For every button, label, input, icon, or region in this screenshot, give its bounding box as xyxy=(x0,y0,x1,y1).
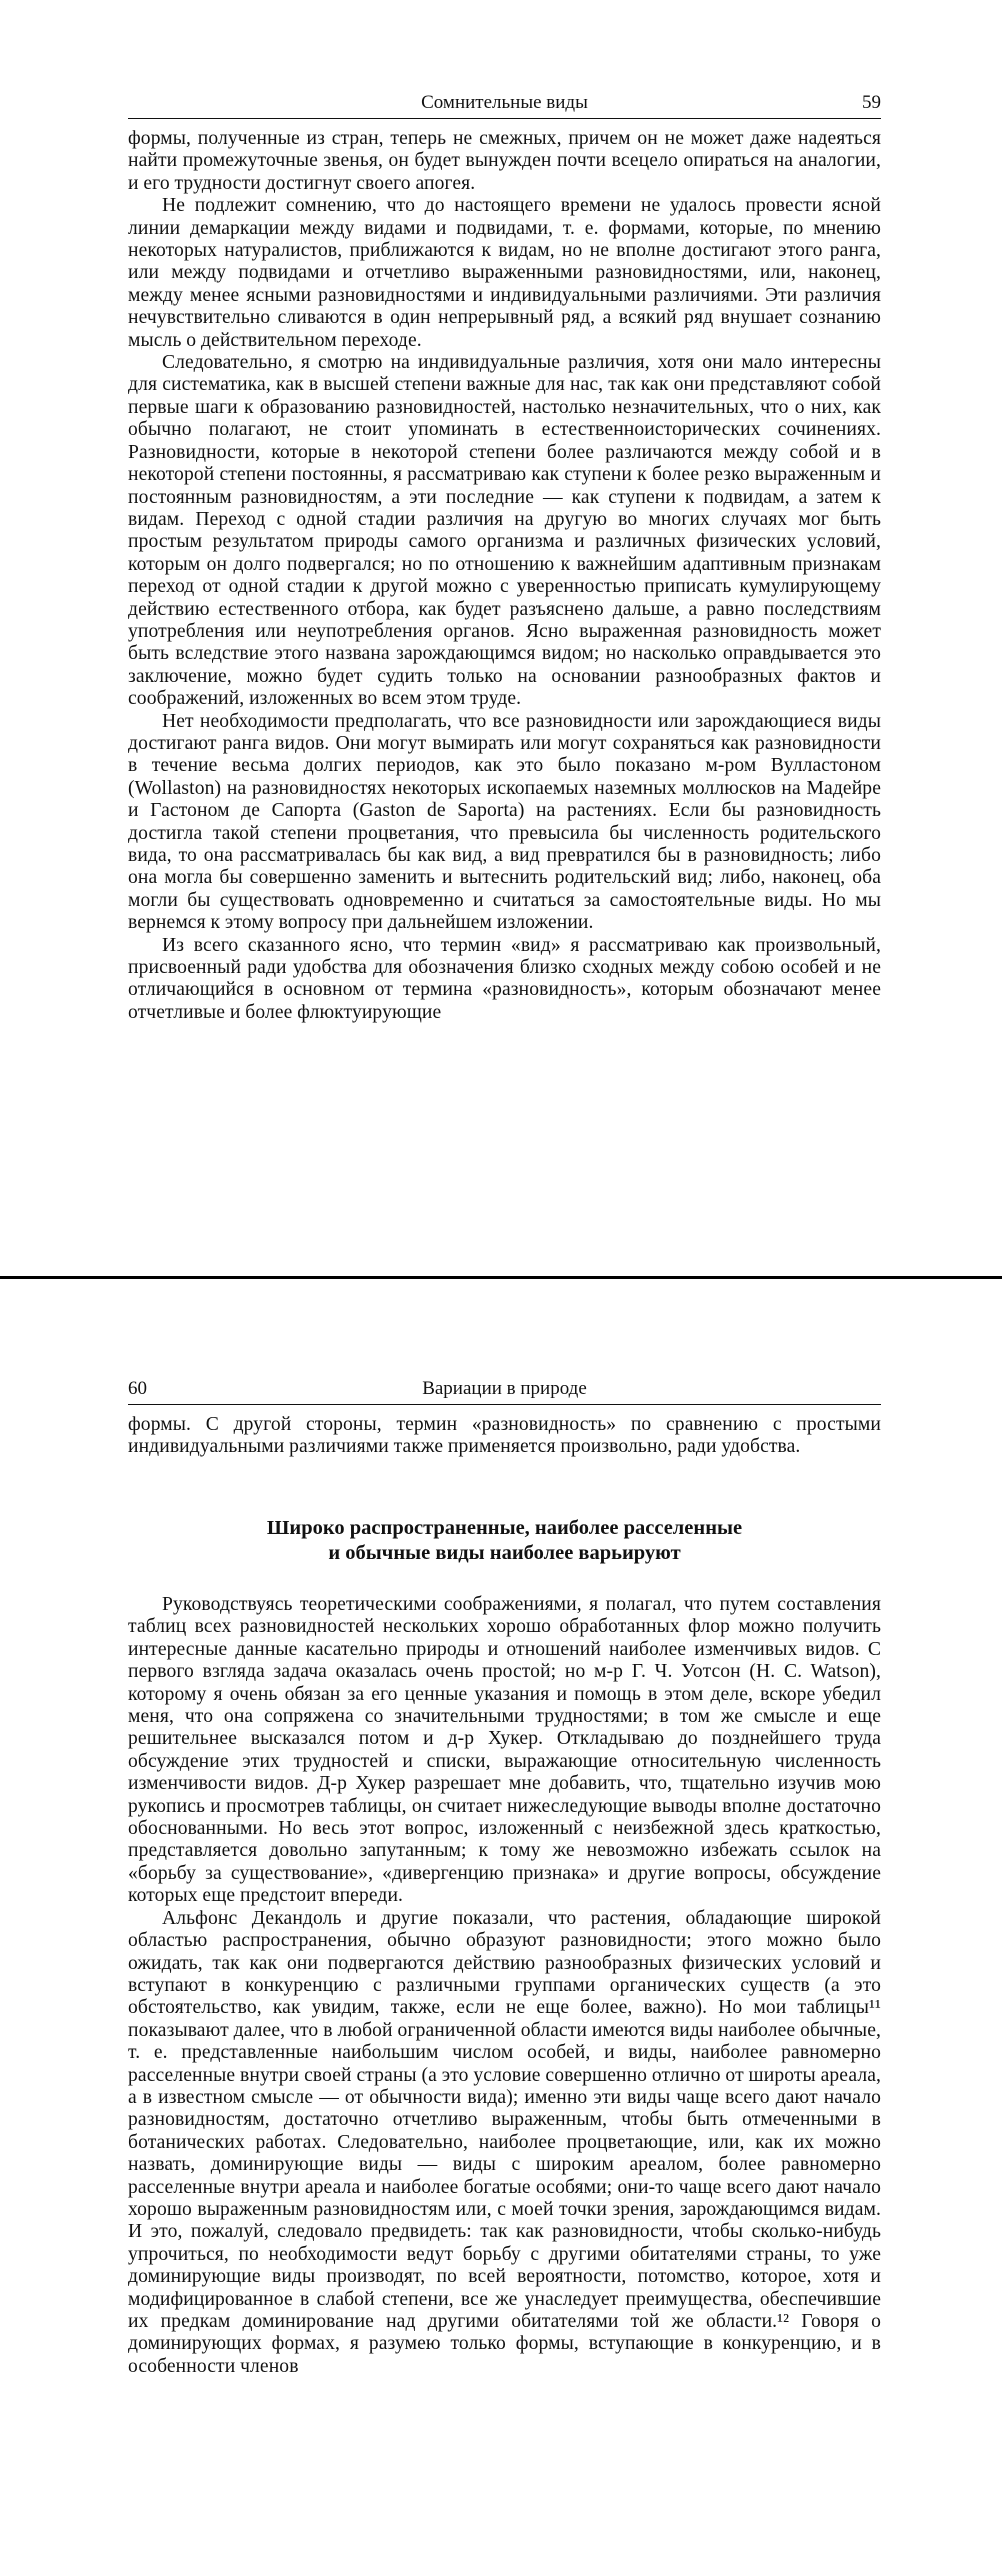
running-header xyxy=(128,88,881,119)
paragraph: Из всего сказанного ясно, что термин «вид» я рассматриваю как произвольный, присвоенный ради удобства для обозначения близко сходных между собою особей и не отличающийся в основном от термина «разновидность», которым обозначают менее отчетливые и более флюктуирующие xyxy=(128,934,881,1023)
section-heading-line: и обычные виды наиболее варьируют xyxy=(328,1542,681,1564)
paragraph: Руководствуясь теоретическими соображениями, я полагал, что путем составления таблиц всех разновидностей нескольких хорошо обработанных флор можно получить интересные данные касательно природы и отношений наиболее изменчивых видов. С первого взгляда задача оказалась очень простой; но м-р Г. Ч. Уотсон (H. C. Watson), которому я очень обязан за его ценные указания и помощь в этом деле, вскоре убедил меня, что она сопряжена со значительными трудностями; в том же смысле и еще решительнее высказался потом и д-р Хукер. Откладываю до позднейшего труда обсуждение этих трудностей и списки, выражающие относительную численность изменчивости видов. Д-р Хукер разрешает мне добавить, что, тщательно изучив мою рукопись и просмотрев таблицы, он считает нижеследующие выводы вполне достаточно обоснованными. Но весь этот вопрос, изложенный с неизбежной здесь краткостью, представляется довольно запутанным; к тому же невозможно избежать ссылок на «борьбу за существование», «дивергенцию признака» и другие вопросы, обсуждение которых еще предстоит впереди. xyxy=(128,1594,881,1907)
section-heading xyxy=(128,1516,881,1566)
running-title: Сомнительные виды xyxy=(421,92,588,113)
paragraph: формы, полученные из стран, теперь не смежных, причем он не может даже надеяться найти промежуточные звенья, он будет вынужден почти всецело опираться на аналогии, и его трудности достигнут своего апогея. xyxy=(128,128,881,194)
paragraph: Не подлежит сомнению, что до настоящего времени не удалось провести ясной линии демаркации между видами и подвидами, т. е. формами, которые, по мнению некоторых натуралистов, приближаются к видам, но не вполне достигают этого ранга, или между подвидами и отчетливо выраженными разновидностями, или, наконец, между менее ясными разновидностями и индивидуальными различиями. Эти различия нечувствительно сливаются в один непрерывный ряд, а всякий ряд внушает сознанию мысль о действительном переходе. xyxy=(128,195,881,351)
running-header xyxy=(128,1374,881,1405)
page-number: 60 xyxy=(128,1378,147,1399)
page-number: 59 xyxy=(862,92,881,113)
paragraph: Нет необходимости предполагать, что все разновидности или зарождающиеся виды достигают ранга видов. Они могут вымирать или могут сохраняться как разновидности в течение весьма долгих периодов, как это было показано м-ром Вулластоном (Wollaston) на разновидностях некоторых ископаемых наземных моллюсков на Мадейре и Гастоном де Сапорта (Gaston de Saporta) на растениях. Если бы разновидность достигла такой степени процветания, что превысила бы численность родительского вида, то она рассматривалась бы как вид, а вид превратился бы в разновидность; либо она могла бы совершенно заменить и вытеснить родительский вид; либо, наконец, оба могли бы существовать одновременно и считаться за самостоятельные виды. Но мы вернемся к этому вопросу при дальнейшем изложении. xyxy=(128,710,881,934)
body-text xyxy=(128,128,881,1024)
lead-text xyxy=(128,1414,881,1459)
paragraph: Следовательно, я смотрю на индивидуальные различия, хотя они мало интересны для систематика, как в высшей степени важные для нас, так как они представляют собой первые шаги к образованию разновидностей, настолько незначительных, что о них, как обычно полагают, не стоит упоминать в естественноисторических сочинениях. Разновидности, которые в некоторой степени более различаются между собой и в некоторой степени постоянны, я рассматриваю как ступени к более резко выраженным и постоянным разновидностям, а эти последние — как ступени к подвидам, а затем к видам. Переход с одной стадии различия на другую во многих случаях мог быть простым результатом природы самого организма и различных физических условий, которым он долго подвергался; но по отношению к важнейшим адаптивным признакам переход от одной стадии к другой можно с уверенностью приписать кумулирующему действию естественного отбора, как будет разъяснено дальше, а равно последствиям употребления или неупотребления органов. Ясно выраженная разновидность может быть вследствие этого названа зарождающимся видом; но насколько оправдывается это заключение, можно будет судить только на основании разнообразных фактов и соображений, изложенных во всем этом труде. xyxy=(128,352,881,710)
section-heading-line: Широко распространенные, наиболее расселенные xyxy=(266,1517,743,1539)
paragraph: формы. С другой стороны, термин «разновидность» по сравнению с простыми индивидуальными различиями также применяется произвольно, ради удобства. xyxy=(128,1414,881,1458)
body-text xyxy=(128,1594,881,2378)
paragraph: Альфонс Декандоль и другие показали, что растения, обладающие широкой областью распространения, обычно образуют разновидности; этого можно было ожидать, так как они подвергаются действию разнообразных физических условий и вступают в конкуренцию с различными группами органических существ (а это обстоятельство, как увидим, также, если не еще более, важно). Но мои таблицы¹¹ показывают далее, что в любой ограниченной области имеются виды наиболее обычные, т. е. представленные наибольшим числом особей, и виды, наиболее равномерно расселенные внутри своей страны (а это условие совершенно отлично от широты ареала, а в известном смысле — от обычности вида); именно эти виды чаще всего дают начало разновидностям, достаточно отчетливо выраженным, чтобы быть отмеченными в ботанических работах. Следовательно, наиболее процветающие, или, как их можно назвать, доминирующие виды — виды с широким ареалом, более равномерно расселенные внутри ареала и наиболее богатые особями; они-то чаще всего дают начало хорошо выраженным разновидностям или, с моей точки зрения, зарождающимся видам. И это, пожалуй, следовало предвидеть: так как разновидности, чтобы сколько-нибудь упрочиться, по необходимости ведут борьбу с другими обитателями страны, то уже доминирующие виды производят, по всей вероятности, потомство, которое, хотя и модифицированное в слабой степени, все же унаследует преимущества, обеспечившие их предкам доминирование над другими обитателями той же области.¹² Говоря о доминирующих формах, я разумею только формы, вступающие в конкуренцию, и в особенности членов xyxy=(128,1907,881,2377)
running-title: Вариации в природе xyxy=(422,1378,587,1399)
page-divider xyxy=(0,1276,1002,1279)
page-60 xyxy=(0,1276,1002,2552)
page-59 xyxy=(0,0,1002,1276)
